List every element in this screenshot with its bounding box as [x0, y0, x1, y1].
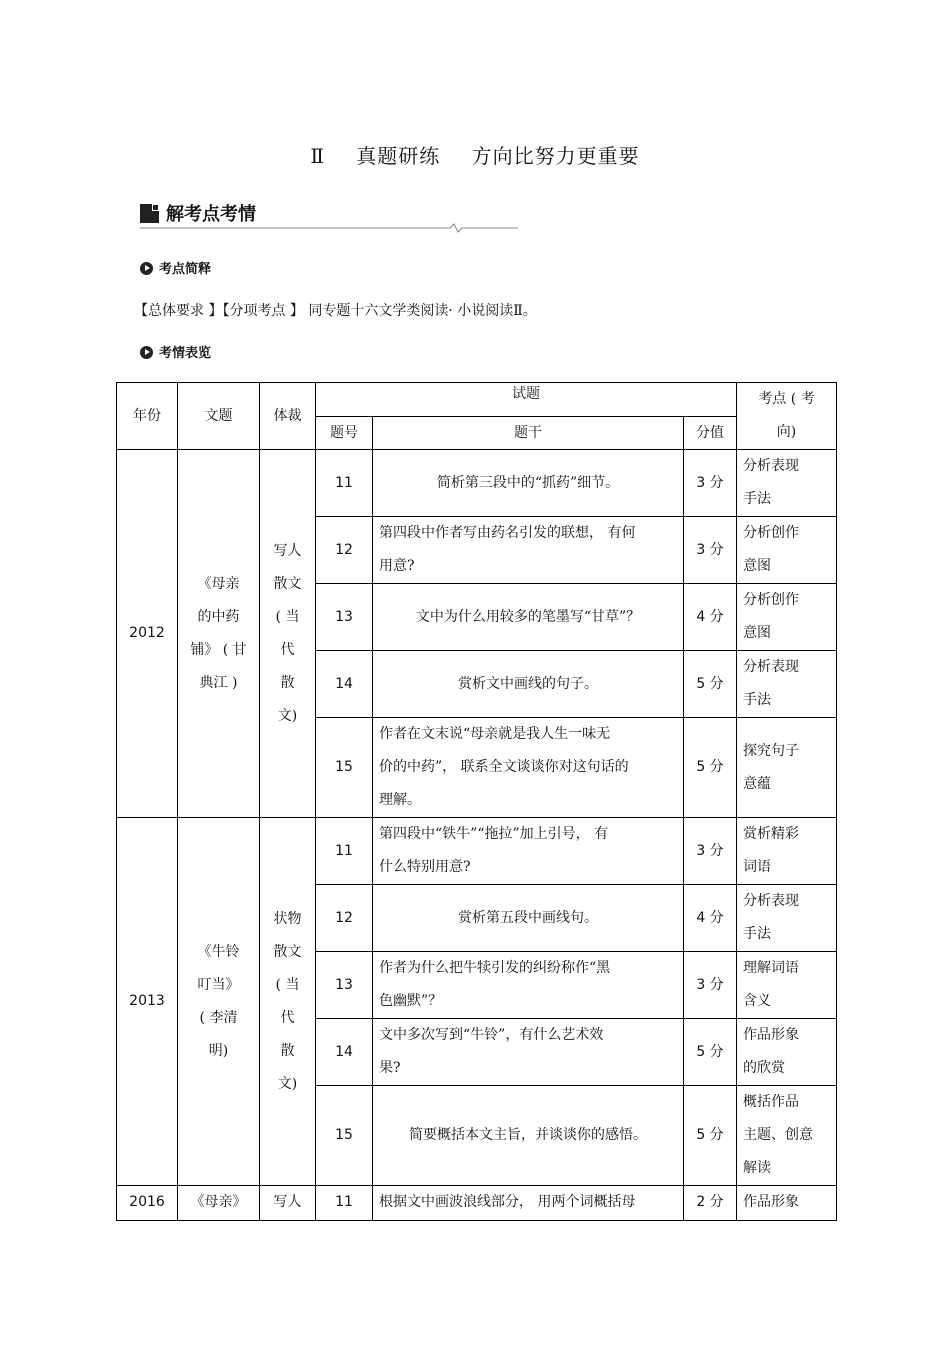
play-icon [140, 262, 153, 275]
question-stem: 简要概括本文主旨，并谈谈你的感悟。 [373, 1086, 684, 1186]
question-score: 5 分 [684, 1019, 737, 1086]
question-point: 赏析精彩 词语 [737, 818, 837, 885]
question-score: 3 分 [684, 818, 737, 885]
question-stem: 作者在文末说“母亲就是我人生一味无 价的中药”， 联系全文谈谈你对这句话的 理解。 [373, 718, 684, 818]
question-number: 11 [316, 450, 373, 517]
question-point: 理解词语 含义 [737, 952, 837, 1019]
header-stem: 题干 [373, 416, 684, 450]
exam-table [116, 382, 837, 1221]
title-cell: 《牛铃 叮当》 ( 李清 明) [178, 818, 260, 1186]
question-score: 4 分 [684, 885, 737, 952]
question-number: 15 [316, 718, 373, 818]
requirement-text: 【总体要求 】【分项考点 】 同专题十六文学类阅读· 小说阅读Ⅱ。 [134, 303, 537, 319]
question-point: 概括作品 主题、创意 解读 [737, 1086, 837, 1186]
question-stem: 文中多次写到“牛铃”，有什么艺术效 果? [373, 1019, 684, 1086]
question-stem: 第四段中“铁牛”“拖拉”加上引号， 有 什么特别用意? [373, 818, 684, 885]
question-score: 2 分 [684, 1186, 737, 1221]
header-text: 文题 [178, 383, 260, 450]
page-title [0, 140, 950, 169]
question-stem: 根据文中画波浪线部分， 用两个词概括母 [373, 1186, 684, 1221]
genre-cell: 状物 散文 ( 当 代 散 文) [260, 818, 316, 1186]
question-point: 分析表现 手法 [737, 651, 837, 718]
section-square-icon [140, 204, 159, 223]
header-genre: 体裁 [260, 383, 316, 450]
table-row [117, 450, 837, 517]
section-heading [140, 200, 520, 234]
table-row [117, 818, 837, 885]
title-part2: 方向比努力更重要 [471, 144, 640, 168]
question-score: 5 分 [684, 718, 737, 818]
section-heading-text: 解考点考情 [166, 204, 256, 225]
subheading-brief-text: 考点简释 [159, 262, 212, 277]
question-score: 3 分 [684, 450, 737, 517]
subheading-overview [140, 342, 211, 361]
section-underline [140, 222, 520, 234]
question-number: 12 [316, 885, 373, 952]
genre-cell: 写人 散文 ( 当 代 散 文) [260, 450, 316, 818]
subheading-brief [140, 258, 211, 277]
year-cell: 2012 [117, 450, 178, 818]
question-number: 15 [316, 1086, 373, 1186]
question-point: 分析表现 手法 [737, 885, 837, 952]
title-cell: 《母亲 的中药 铺》 ( 甘 典江 ) [178, 450, 260, 818]
question-number: 13 [316, 584, 373, 651]
year-cell: 2016 [117, 1186, 178, 1221]
question-point: 探究句子 意蕴 [737, 718, 837, 818]
header-point: 考点 ( 考 向) [737, 383, 837, 450]
question-point: 作品形象 [737, 1186, 837, 1221]
title-part1: 真题研练 [356, 144, 441, 168]
play-icon [140, 346, 153, 359]
title-cell: 《母亲》 [178, 1186, 260, 1221]
question-score: 4 分 [684, 584, 737, 651]
question-point: 作品形象 的欣赏 [737, 1019, 837, 1086]
question-number: 13 [316, 952, 373, 1019]
question-stem: 简析第三段中的“抓药”细节。 [373, 450, 684, 517]
question-score: 5 分 [684, 1086, 737, 1186]
question-score: 5 分 [684, 651, 737, 718]
question-point: 分析创作 意图 [737, 584, 837, 651]
question-number: 12 [316, 517, 373, 584]
header-num: 题号 [316, 416, 373, 450]
question-stem: 作者为什么把牛犊引发的纠纷称作“黑 色幽默”？ [373, 952, 684, 1019]
question-point: 分析创作 意图 [737, 517, 837, 584]
question-point: 分析表现 手法 [737, 450, 837, 517]
header-question: 试题 [316, 383, 737, 417]
title-numeral: Ⅱ [310, 144, 325, 168]
year-cell: 2013 [117, 818, 178, 1186]
question-stem: 赏析第五段中画线句。 [373, 885, 684, 952]
question-number: 14 [316, 651, 373, 718]
header-score: 分值 [684, 416, 737, 450]
question-score: 3 分 [684, 517, 737, 584]
question-stem: 赏析文中画线的句子。 [373, 651, 684, 718]
subheading-overview-text: 考情表览 [159, 346, 212, 361]
header-year: 年份 [117, 383, 178, 450]
question-stem: 第四段中作者写由药名引发的联想， 有何 用意? [373, 517, 684, 584]
table-row [117, 1186, 837, 1221]
question-number: 14 [316, 1019, 373, 1086]
question-stem: 文中为什么用较多的笔墨写“甘草”？ [373, 584, 684, 651]
question-number: 11 [316, 818, 373, 885]
genre-cell: 写人 [260, 1186, 316, 1221]
question-number: 11 [316, 1186, 373, 1221]
question-score: 3 分 [684, 952, 737, 1019]
